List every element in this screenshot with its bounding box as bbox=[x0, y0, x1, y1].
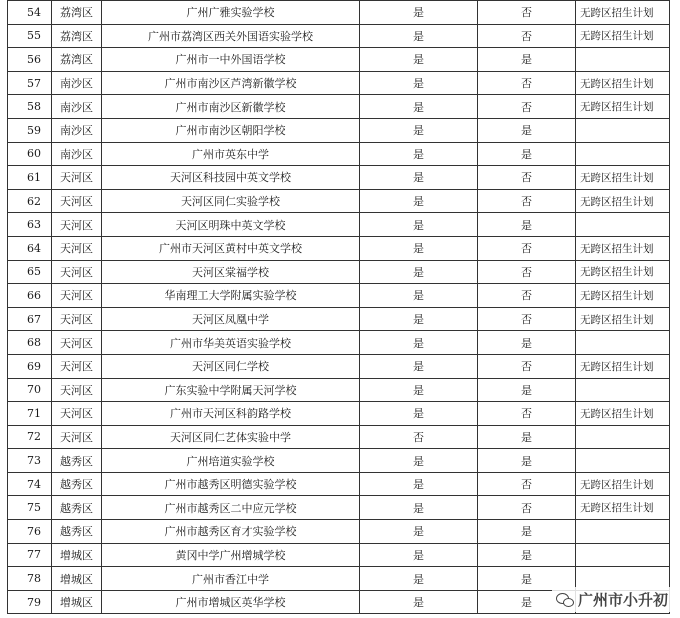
note-cell: 无跨区招生计划 bbox=[576, 236, 670, 260]
column-a-cell: 是 bbox=[360, 307, 478, 331]
column-b-cell: 是 bbox=[478, 378, 576, 402]
school-name-cell: 广州市南沙区朝阳学校 bbox=[102, 118, 360, 142]
column-a-cell: 是 bbox=[360, 331, 478, 355]
watermark bbox=[552, 587, 674, 612]
watermark-text: 广州市小升初 bbox=[577, 591, 668, 609]
table-row bbox=[8, 95, 670, 119]
school-name-cell: 广州市华美英语实验学校 bbox=[102, 331, 360, 355]
column-a-cell: 是 bbox=[360, 166, 478, 190]
school-name-cell: 广州市天河区黄村中英文学校 bbox=[102, 236, 360, 260]
table-row bbox=[8, 189, 670, 213]
column-a-cell: 是 bbox=[360, 95, 478, 119]
column-b-cell: 否 bbox=[478, 71, 576, 95]
note-cell bbox=[576, 449, 670, 473]
district-cell: 天河区 bbox=[52, 260, 102, 284]
table-row bbox=[8, 472, 670, 496]
column-b-cell: 是 bbox=[478, 331, 576, 355]
table-row bbox=[8, 331, 670, 355]
district-cell: 南沙区 bbox=[52, 118, 102, 142]
column-b-cell: 否 bbox=[478, 24, 576, 48]
column-b-cell: 否 bbox=[478, 189, 576, 213]
school-table bbox=[7, 0, 670, 614]
column-b-cell: 是 bbox=[478, 567, 576, 591]
note-cell: 无跨区招生计划 bbox=[576, 166, 670, 190]
school-name-cell: 广州广雅实验学校 bbox=[102, 1, 360, 25]
column-a-cell: 是 bbox=[360, 189, 478, 213]
row-number: 68 bbox=[8, 331, 52, 355]
column-b-cell: 否 bbox=[478, 496, 576, 520]
note-cell: 无跨区招生计划 bbox=[576, 307, 670, 331]
district-cell: 天河区 bbox=[52, 236, 102, 260]
row-number: 59 bbox=[8, 118, 52, 142]
district-cell: 天河区 bbox=[52, 189, 102, 213]
district-cell: 越秀区 bbox=[52, 472, 102, 496]
note-cell bbox=[576, 425, 670, 449]
column-b-cell: 否 bbox=[478, 354, 576, 378]
note-cell bbox=[576, 520, 670, 544]
school-name-cell: 广东实验中学附属天河学校 bbox=[102, 378, 360, 402]
column-a-cell: 是 bbox=[360, 213, 478, 237]
column-b-cell: 否 bbox=[478, 236, 576, 260]
district-cell: 天河区 bbox=[52, 354, 102, 378]
table-row bbox=[8, 543, 670, 567]
row-number: 77 bbox=[8, 543, 52, 567]
column-b-cell: 是 bbox=[478, 118, 576, 142]
column-b-cell: 是 bbox=[478, 543, 576, 567]
table-row bbox=[8, 142, 670, 166]
district-cell: 荔湾区 bbox=[52, 1, 102, 25]
school-name-cell: 天河区同仁艺体实验中学 bbox=[102, 425, 360, 449]
district-cell: 南沙区 bbox=[52, 95, 102, 119]
note-cell: 无跨区招生计划 bbox=[576, 95, 670, 119]
column-b-cell: 否 bbox=[478, 260, 576, 284]
row-number: 64 bbox=[8, 236, 52, 260]
note-cell: 无跨区招生计划 bbox=[576, 354, 670, 378]
column-a-cell: 是 bbox=[360, 472, 478, 496]
row-number: 79 bbox=[8, 590, 52, 614]
school-name-cell: 广州市南沙区新徽学校 bbox=[102, 95, 360, 119]
table-row bbox=[8, 166, 670, 190]
column-b-cell: 是 bbox=[478, 48, 576, 72]
table-row bbox=[8, 354, 670, 378]
table-row bbox=[8, 1, 670, 25]
table-row bbox=[8, 449, 670, 473]
column-b-cell: 否 bbox=[478, 284, 576, 308]
column-b-cell: 是 bbox=[478, 590, 576, 614]
wechat-icon bbox=[556, 593, 574, 607]
row-number: 66 bbox=[8, 284, 52, 308]
note-cell bbox=[576, 142, 670, 166]
row-number: 54 bbox=[8, 1, 52, 25]
note-cell: 无跨区招生计划 bbox=[576, 71, 670, 95]
column-a-cell: 是 bbox=[360, 236, 478, 260]
row-number: 76 bbox=[8, 520, 52, 544]
row-number: 56 bbox=[8, 48, 52, 72]
district-cell: 天河区 bbox=[52, 402, 102, 426]
row-number: 72 bbox=[8, 425, 52, 449]
column-a-cell: 是 bbox=[360, 543, 478, 567]
column-b-cell: 是 bbox=[478, 142, 576, 166]
school-name-cell: 广州培道实验学校 bbox=[102, 449, 360, 473]
column-b-cell: 否 bbox=[478, 166, 576, 190]
column-b-cell: 是 bbox=[478, 213, 576, 237]
column-b-cell: 否 bbox=[478, 95, 576, 119]
school-name-cell: 广州市越秀区育才实验学校 bbox=[102, 520, 360, 544]
column-a-cell: 是 bbox=[360, 449, 478, 473]
table-row bbox=[8, 307, 670, 331]
row-number: 61 bbox=[8, 166, 52, 190]
table-row bbox=[8, 24, 670, 48]
table-body bbox=[8, 1, 670, 614]
column-a-cell: 是 bbox=[360, 496, 478, 520]
column-b-cell: 是 bbox=[478, 449, 576, 473]
school-name-cell: 华南理工大学附属实验学校 bbox=[102, 284, 360, 308]
row-number: 58 bbox=[8, 95, 52, 119]
school-name-cell: 广州市英东中学 bbox=[102, 142, 360, 166]
school-name-cell: 广州市南沙区芦湾新徽学校 bbox=[102, 71, 360, 95]
column-a-cell: 是 bbox=[360, 1, 478, 25]
column-a-cell: 是 bbox=[360, 48, 478, 72]
district-cell: 天河区 bbox=[52, 307, 102, 331]
column-a-cell: 否 bbox=[360, 425, 478, 449]
row-number: 63 bbox=[8, 213, 52, 237]
row-number: 62 bbox=[8, 189, 52, 213]
column-a-cell: 是 bbox=[360, 354, 478, 378]
school-name-cell: 广州市越秀区明德实验学校 bbox=[102, 472, 360, 496]
column-a-cell: 是 bbox=[360, 378, 478, 402]
column-b-cell: 否 bbox=[478, 402, 576, 426]
column-a-cell: 是 bbox=[360, 590, 478, 614]
school-name-cell: 天河区科技园中英文学校 bbox=[102, 166, 360, 190]
row-number: 57 bbox=[8, 71, 52, 95]
row-number: 75 bbox=[8, 496, 52, 520]
district-cell: 天河区 bbox=[52, 213, 102, 237]
school-name-cell: 天河区同仁实验学校 bbox=[102, 189, 360, 213]
column-b-cell: 否 bbox=[478, 307, 576, 331]
table-row bbox=[8, 378, 670, 402]
note-cell: 无跨区招生计划 bbox=[576, 1, 670, 25]
table-row bbox=[8, 496, 670, 520]
school-name-cell: 广州市越秀区二中应元学校 bbox=[102, 496, 360, 520]
district-cell: 天河区 bbox=[52, 284, 102, 308]
note-cell: 无跨区招生计划 bbox=[576, 496, 670, 520]
school-name-cell: 天河区凤凰中学 bbox=[102, 307, 360, 331]
school-name-cell: 天河区棠福学校 bbox=[102, 260, 360, 284]
column-a-cell: 是 bbox=[360, 567, 478, 591]
table-row bbox=[8, 402, 670, 426]
district-cell: 天河区 bbox=[52, 378, 102, 402]
district-cell: 增城区 bbox=[52, 567, 102, 591]
note-cell: 无跨区招生计划 bbox=[576, 189, 670, 213]
note-cell: 无跨区招生计划 bbox=[576, 402, 670, 426]
column-a-cell: 是 bbox=[360, 24, 478, 48]
row-number: 73 bbox=[8, 449, 52, 473]
school-name-cell: 广州市增城区英华学校 bbox=[102, 590, 360, 614]
district-cell: 越秀区 bbox=[52, 520, 102, 544]
table-row bbox=[8, 48, 670, 72]
note-cell: 无跨区招生计划 bbox=[576, 260, 670, 284]
table-row bbox=[8, 71, 670, 95]
row-number: 60 bbox=[8, 142, 52, 166]
column-a-cell: 是 bbox=[360, 402, 478, 426]
column-b-cell: 是 bbox=[478, 520, 576, 544]
row-number: 55 bbox=[8, 24, 52, 48]
row-number: 71 bbox=[8, 402, 52, 426]
district-cell: 增城区 bbox=[52, 590, 102, 614]
column-a-cell: 是 bbox=[360, 520, 478, 544]
school-name-cell: 黄冈中学广州增城学校 bbox=[102, 543, 360, 567]
row-number: 70 bbox=[8, 378, 52, 402]
district-cell: 南沙区 bbox=[52, 142, 102, 166]
school-name-cell: 广州市香江中学 bbox=[102, 567, 360, 591]
school-name-cell: 天河区同仁学校 bbox=[102, 354, 360, 378]
column-a-cell: 是 bbox=[360, 284, 478, 308]
note-cell bbox=[576, 378, 670, 402]
district-cell: 天河区 bbox=[52, 166, 102, 190]
table-row bbox=[8, 260, 670, 284]
district-cell: 荔湾区 bbox=[52, 24, 102, 48]
note-cell: 无跨区招生计划 bbox=[576, 472, 670, 496]
row-number: 67 bbox=[8, 307, 52, 331]
table-row bbox=[8, 236, 670, 260]
column-b-cell: 是 bbox=[478, 425, 576, 449]
district-cell: 越秀区 bbox=[52, 496, 102, 520]
school-name-cell: 天河区明珠中英文学校 bbox=[102, 213, 360, 237]
table-row bbox=[8, 425, 670, 449]
school-name-cell: 广州市荔湾区西关外国语实验学校 bbox=[102, 24, 360, 48]
table-row bbox=[8, 118, 670, 142]
school-name-cell: 广州市一中外国语学校 bbox=[102, 48, 360, 72]
table-row bbox=[8, 213, 670, 237]
column-b-cell: 否 bbox=[478, 472, 576, 496]
district-cell: 天河区 bbox=[52, 331, 102, 355]
note-cell: 无跨区招生计划 bbox=[576, 284, 670, 308]
row-number: 74 bbox=[8, 472, 52, 496]
row-number: 65 bbox=[8, 260, 52, 284]
column-a-cell: 是 bbox=[360, 118, 478, 142]
table-row bbox=[8, 284, 670, 308]
district-cell: 越秀区 bbox=[52, 449, 102, 473]
note-cell bbox=[576, 213, 670, 237]
column-a-cell: 是 bbox=[360, 142, 478, 166]
school-name-cell: 广州市天河区科韵路学校 bbox=[102, 402, 360, 426]
note-cell bbox=[576, 48, 670, 72]
note-cell bbox=[576, 118, 670, 142]
column-b-cell: 否 bbox=[478, 1, 576, 25]
note-cell: 无跨区招生计划 bbox=[576, 24, 670, 48]
table-row bbox=[8, 520, 670, 544]
district-cell: 增城区 bbox=[52, 543, 102, 567]
column-a-cell: 是 bbox=[360, 71, 478, 95]
district-cell: 荔湾区 bbox=[52, 48, 102, 72]
row-number: 69 bbox=[8, 354, 52, 378]
district-cell: 南沙区 bbox=[52, 71, 102, 95]
note-cell bbox=[576, 543, 670, 567]
column-a-cell: 是 bbox=[360, 260, 478, 284]
note-cell bbox=[576, 331, 670, 355]
row-number: 78 bbox=[8, 567, 52, 591]
district-cell: 天河区 bbox=[52, 425, 102, 449]
